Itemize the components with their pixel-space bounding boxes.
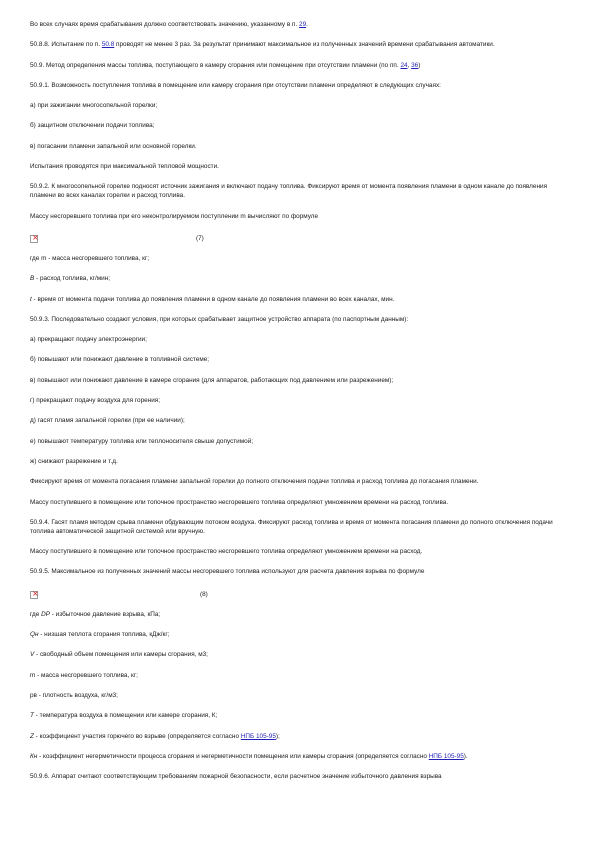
text: ).	[463, 752, 468, 760]
paragraph: Испытания проводятся при максимальной тепловой мощности.	[30, 163, 219, 171]
paragraph: рв - плотность воздуха, кг/м3;	[30, 691, 118, 699]
paragraph: 50.9.1. Возможность поступления топлива в помещение или камеру сгорания при отсутствии пламени определяют в следующих случаях:	[30, 81, 441, 89]
paragraph: г) прекращают подачу воздуха для горения;	[30, 397, 161, 405]
paragraph: д) гасят пламя запальной горелки (при ее наличии);	[30, 417, 185, 425]
symbol: Qн	[30, 631, 39, 639]
broken-image-icon	[30, 235, 38, 243]
paragraph	[30, 61, 565, 70]
text: - коэффициент негерметичности процесса сгорания и негерметичности помещения или камеры сгорания (определяется согласно	[37, 752, 429, 760]
text: - температура воздуха в помещении или камере сгорания, К;	[33, 712, 218, 720]
text: Во всех случаях время срабатывания должно соответствовать значению, указанному в п.	[30, 21, 300, 28]
link-clause-50-8[interactable]: 50.8	[101, 41, 115, 49]
paragraph	[30, 40, 565, 49]
paragraph: б) повышают или понижают давление в топливной системе;	[30, 356, 210, 364]
symbol: Кн	[30, 752, 38, 760]
symbol: DP	[41, 610, 50, 618]
paragraph: 50.9.6. Аппарат считают соответствующим требованиям пожарной безопасности, если расчетное значение избыточного давления взрыва	[30, 773, 442, 781]
paragraph: б) защитном отключении подачи топлива;	[30, 122, 155, 130]
text: - время от момента подачи топлива до появления пламени в одном канале до появления пламени во всех каналах, мин.	[31, 295, 395, 303]
formula-number: (7)	[196, 235, 204, 243]
paragraph	[30, 711, 565, 720]
paragraph: ж) снижают разрежение и т.д.	[30, 457, 118, 465]
paragraph: m - масса несгоревшего топлива, кг;	[30, 671, 138, 679]
paragraph: 50.9.3. Последовательно создают условия, при которых срабатывает защитное устройство аппарата (по паспортным данным):	[30, 315, 409, 323]
paragraph	[30, 274, 565, 283]
paragraph	[30, 295, 565, 304]
text: )	[418, 61, 421, 69]
text: - коэффициент участия горючего во взрыве (определяется согласно	[33, 732, 241, 740]
formula-number: (8)	[200, 591, 208, 599]
paragraph: 50.9.4. Гасят пламя методом срыва пламени обдувающим потоком воздуха. Фиксируют расход топлива и время от момента погасания пламени до полного отключения подачи топлива автоматической защитной системой или вручную.	[30, 518, 553, 535]
paragraph: е) повышают температуру топлива или теплоносителя свыше допустимой;	[30, 437, 254, 445]
paragraph: где m - масса несгоревшего топлива, кг;	[30, 254, 149, 262]
symbol: T	[30, 712, 34, 720]
link-clause-29[interactable]: 29	[299, 21, 307, 28]
symbol: t	[30, 295, 32, 303]
paragraph: Массу поступившего в помещение или топочное пространство несгоревшего топлива определяют умножением времени на расход топлива.	[30, 498, 449, 506]
text: 50.9. Метод определения массы топлива, поступающего в камеру сгорания или помещение при отсутствии пламени (по пп.	[30, 61, 401, 69]
link-clause-24[interactable]: 24	[400, 61, 408, 69]
paragraph	[30, 752, 565, 761]
paragraph	[30, 650, 565, 659]
formula-7	[30, 232, 565, 246]
text: );	[275, 732, 280, 740]
text: - свободный объем помещения или камеры сгорания, м3;	[34, 651, 208, 659]
paragraph: а) прекращают подачу электроэнергии;	[30, 336, 147, 344]
text: 50.8.8. Испытание по п.	[30, 41, 102, 49]
paragraph: 50.9.2. К многосопельной горелке подносят источник зажигания и включают подачу топлива. Фиксируют время от момента появления пламени в одном канале до появления пламени во всех каналах горелки и расход топлива.	[30, 183, 548, 200]
text: - расход топлива, кг/мин;	[34, 275, 111, 283]
link-npb-105-95[interactable]: НПБ 105-95	[240, 732, 276, 740]
paragraph: Массу несгоревшего топлива при его неконтролируемом поступлении m вычисляют по формуле	[30, 212, 319, 220]
symbol: В	[30, 275, 35, 283]
symbol: V	[30, 651, 35, 659]
document-page	[30, 20, 565, 792]
paragraph	[30, 20, 565, 29]
text: проводят не менее 3 раз. За результат принимают максимальное из полученных значений времени срабатывания автоматики.	[114, 41, 495, 49]
paragraph	[30, 732, 565, 741]
symbol: Z	[30, 732, 34, 740]
paragraph	[30, 610, 565, 619]
formula-8	[30, 588, 565, 602]
paragraph: 50.9.5. Максимальное из полученных значений массы несгоревшего топлива используют для расчета давления взрыва по формуле	[30, 568, 425, 576]
broken-image-icon	[30, 591, 38, 599]
text: ,	[407, 61, 412, 69]
paragraph: а) при зажигании многосопельной горелки;	[30, 102, 158, 110]
paragraph: Массу поступившего в помещение или топочное пространство несгоревшего топлива определяют умножением времени на расход.	[30, 548, 423, 556]
link-npb-105-95[interactable]: НПБ 105-95	[428, 752, 464, 760]
paragraph: в) повышают или понижают давление в камере сгорания (для аппаратов, работающих под давлением или разрежением);	[30, 376, 394, 384]
text: - избыточное давление взрыва, кПа;	[50, 610, 161, 618]
paragraph: Фиксируют время от момента погасания пламени запальной горелки до полного отключения подачи топлива и расход топлива до погасания пламени.	[30, 478, 479, 486]
text: где	[30, 610, 42, 618]
text: - низшая теплота сгорания топлива, кДж/кг;	[38, 631, 170, 639]
text: .	[306, 21, 308, 28]
paragraph: в) погасании пламени запальной или основной горелки.	[30, 142, 197, 150]
paragraph	[30, 630, 565, 639]
link-clause-36[interactable]: 36	[411, 61, 419, 69]
